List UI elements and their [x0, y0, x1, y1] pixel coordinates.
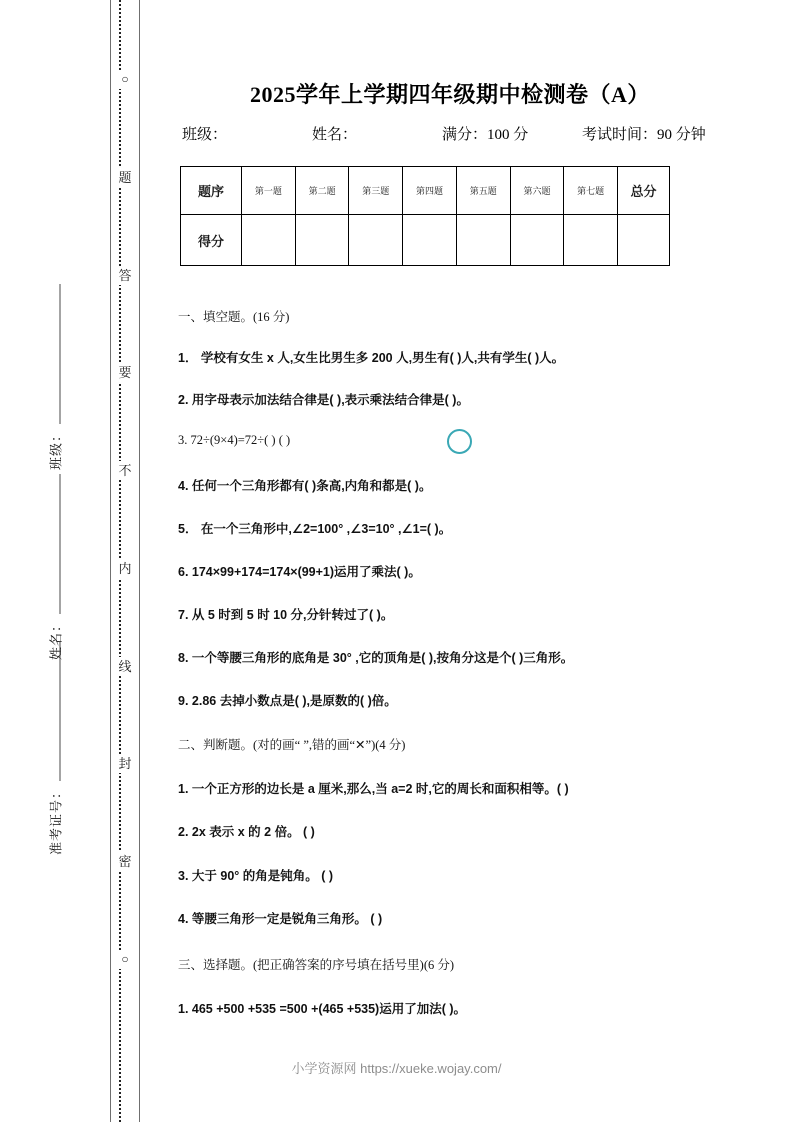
- section-heading-fill-in-the-blank: 一、填空题。(16 分): [178, 310, 290, 324]
- table-cell-q3: 第三题: [349, 167, 403, 215]
- question-fill-7: 7. 从 5 时到 5 时 10 分,分针转过了( )。: [178, 608, 394, 622]
- exam-info-line: [182, 123, 754, 144]
- score-cell-q2[interactable]: [295, 215, 349, 266]
- seal-vertical-char: 不: [112, 461, 138, 480]
- score-cell-q6[interactable]: [510, 215, 564, 266]
- score-cell-q3[interactable]: [349, 215, 403, 266]
- page-title: 2025学年上学期四年级期中检测卷（A）: [250, 82, 650, 107]
- score-cell-q7[interactable]: [564, 215, 618, 266]
- score-cell-total[interactable]: [618, 215, 670, 266]
- class-field-label: 班级：: [182, 127, 228, 143]
- seal-field-name-label: 姓名：: [48, 617, 64, 660]
- question-tf-2: 2. 2x 表示 x 的 2 倍。 ( ): [178, 825, 315, 839]
- question-tf-3: 3. 大于 90° 的角是钝角。 ( ): [178, 869, 334, 883]
- seal-ring-marker: ○: [112, 950, 138, 969]
- table-cell-q7: 第七题: [564, 167, 618, 215]
- seal-vertical-char: 密: [112, 852, 138, 871]
- seal-field-exam-number-line: [49, 641, 61, 781]
- question-fill-1: 1． 学校有女生 x 人,女生比男生多 200 人,男生有( )人,共有学生( )人。: [178, 351, 565, 365]
- table-row-question-order: [181, 167, 670, 215]
- seal-field-name-line: [49, 474, 61, 614]
- seal-vertical-char: 内: [112, 559, 138, 578]
- table-cell-q1: 第一题: [242, 167, 296, 215]
- table-cell-q2: 第二题: [295, 167, 349, 215]
- circle-annotation-mark: [447, 429, 472, 454]
- question-choice-1: 1. 465 +500 +535 =500 +(465 +535)运用了加法( )。: [178, 1002, 467, 1016]
- seal-vertical-char: 线: [112, 657, 138, 676]
- seal-vertical-text: [112, 0, 138, 1122]
- seal-vertical-char: 封: [112, 754, 138, 773]
- question-fill-3: 3. 72÷(9×4)=72÷( ) ( ): [178, 433, 291, 447]
- question-fill-9: 9. 2.86 去掉小数点是( ),是原数的( )倍。: [178, 694, 397, 708]
- table-row-score: [181, 215, 670, 266]
- table-cell-q6: 第六题: [510, 167, 564, 215]
- section-heading-true-or-false: 二、判断题。(对的画“ ”,错的画“✕”)(4 分): [178, 738, 406, 752]
- question-fill-8: 8. 一个等腰三角形的底角是 30° ,它的顶角是( ),按角分这是个( )三角形。: [178, 651, 574, 665]
- score-table: [180, 166, 670, 266]
- seal-vertical-char: 答: [112, 266, 138, 285]
- score-cell-q1[interactable]: [242, 215, 296, 266]
- question-tf-1: 1. 一个正方形的边长是 a 厘米,那么,当 a=2 时,它的周长和面积相等。( ): [178, 782, 569, 796]
- row-header-question-order: 题序: [181, 167, 242, 215]
- question-tf-4: 4. 等腰三角形一定是锐角三角形。 ( ): [178, 912, 383, 926]
- full-score-label: 满分：100 分: [442, 127, 529, 143]
- seal-vertical-char: 题: [112, 168, 138, 187]
- question-fill-4: 4. 任何一个三角形都有( )条高,内角和都是( )。: [178, 479, 432, 493]
- seal-field-exam-number: [0, 625, 110, 855]
- table-cell-total: 总分: [618, 167, 670, 215]
- section-heading-multiple-choice: 三、选择题。(把正确答案的序号填在括号里)(6 分): [178, 958, 455, 972]
- sealing-margin: [0, 0, 150, 1122]
- seal-ring-marker: ○: [112, 70, 138, 89]
- row-header-score: 得分: [181, 215, 242, 266]
- exam-sheet: [150, 0, 793, 1122]
- seal-field-class-line: [49, 284, 61, 424]
- table-cell-q5: 第五题: [456, 167, 510, 215]
- score-cell-q5[interactable]: [456, 215, 510, 266]
- question-fill-2: 2. 用字母表示加法结合律是( ),表示乘法结合律是( )。: [178, 393, 469, 407]
- question-fill-5: 5． 在一个三角形中,∠2=100° ,∠3=10° ,∠1=( )。: [178, 522, 452, 536]
- question-fill-6: 6. 174×99+174=174×(99+1)运用了乘法( )。: [178, 565, 421, 579]
- seal-rule-outer: [110, 0, 111, 1122]
- seal-field-class-label: 班级：: [48, 427, 64, 470]
- seal-rule-inner: [139, 0, 140, 1122]
- exam-duration-label: 考试时间：90 分钟: [582, 127, 706, 143]
- student-name-field-label: 姓名：: [312, 127, 358, 143]
- score-cell-q4[interactable]: [403, 215, 457, 266]
- seal-vertical-char: 要: [112, 363, 138, 382]
- footer-watermark: 小学资源网 https://xueke.wojay.com/: [291, 1061, 502, 1076]
- table-cell-q4: 第四题: [403, 167, 457, 215]
- seal-field-exam-number-label: 准考证号：: [48, 784, 64, 855]
